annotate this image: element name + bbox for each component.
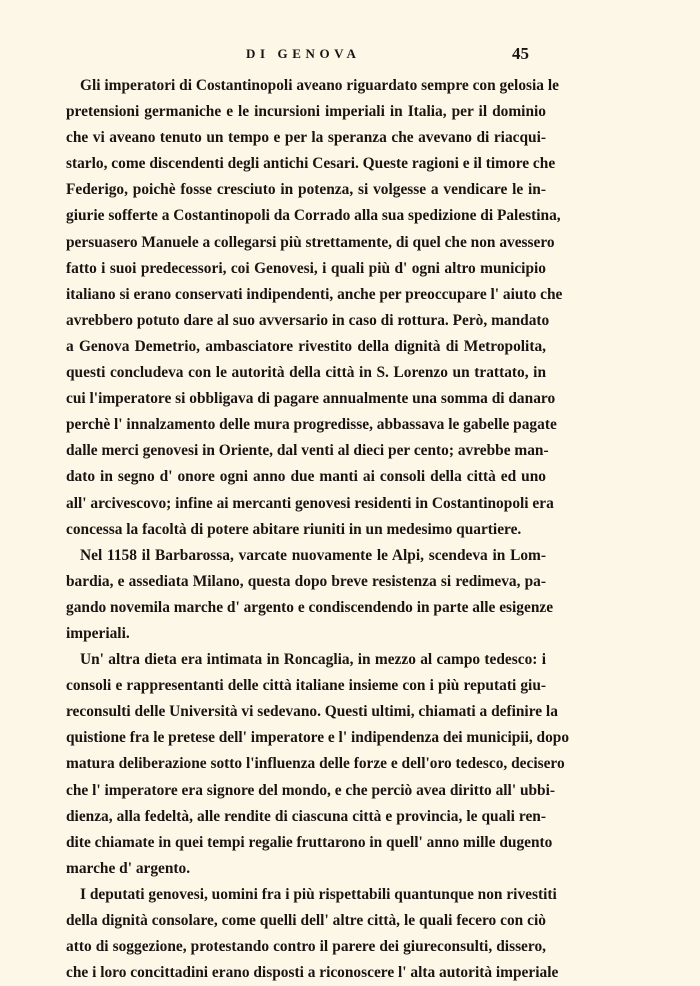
- text-line: che vi aveano tenuto un tempo e per la speranza che avevano di riacqui-: [66, 129, 546, 147]
- paragraph: [66, 882, 559, 986]
- text-line: a Genova Demetrio, ambasciatore rivestito della dignità di Metropolita,: [66, 337, 546, 355]
- text-line: fatto i suoi predecessori, coi Genovesi, i quali più d' ogni altro municipio: [66, 259, 546, 277]
- text-line: che l' imperatore era signore del mondo, e che perciò avea diritto all' ubbi-: [66, 781, 556, 799]
- text-line: dalle merci genovesi in Oriente, dal venti al dieci per cento; avrebbe man-: [66, 442, 549, 460]
- text-line: della dignità consolare, come quelli dell' altre città, le quali fecero con ciò: [66, 912, 546, 929]
- paragraph: [66, 647, 570, 882]
- paragraph: [66, 543, 554, 647]
- running-title: DI GENOVA: [246, 46, 361, 61]
- text-line: atto di soggezione, protestando contro il parere dei giureconsulti, dissero,: [66, 938, 546, 956]
- text-line: dite chiamate in quei tempi regalie fruttarono in quell' anno mille dugento: [66, 833, 553, 851]
- text-line: persuasero Manuele a collegarsi più strettamente, di quel che non avessero: [66, 233, 555, 251]
- text-line: Federigo, poichè fosse cresciuto in potenza, si volgesse a vendicare le in-: [66, 181, 546, 199]
- text-line: pretensioni germaniche e le incursioni imperiali in Italia, per il dominio: [66, 103, 546, 121]
- body-text: [66, 73, 570, 986]
- text-line: reconsulti delle Università vi sedevano. Questi ultimi, chiamati a definire la: [66, 703, 558, 721]
- text-line: I deputati genovesi, uomini fra i più rispettabili quantunque non rivestiti: [80, 885, 557, 903]
- text-line: consoli e rappresentanti delle città italiane insieme con i più reputati giu-: [66, 677, 546, 695]
- text-line: giurie sofferte a Costantinopoli da Corrado alla sua spedizione di Palestina,: [66, 207, 561, 225]
- text-line: concessa la facoltà di potere abitare riuniti in un medesimo quartiere.: [66, 520, 522, 538]
- text-line: quistione fra le pretese dell' imperatore e l' indipendenza dei municipii, dopo: [66, 729, 570, 747]
- text-line: dato in segno d' onore ogni anno due manti ai consoli della città ed uno: [66, 468, 546, 486]
- text-line: Gli imperatori di Costantinopoli aveano riguardato sempre con gelosia le: [80, 77, 559, 94]
- running-head: [0, 44, 700, 68]
- page-number: 45: [512, 44, 529, 63]
- text-line: italiano si erano conservati indipendenti, anche per preoccupare l' aiuto che: [66, 285, 563, 303]
- text-line: questi concludeva con le autorità della città in S. Lorenzo un trattato, in: [66, 364, 546, 382]
- text-line: all' arcivescovo; infine ai mercanti genovesi residenti in Costantinopoli era: [66, 494, 554, 512]
- text-line: marche d' argento.: [66, 859, 191, 877]
- text-line: bardia, e assediata Milano, questa dopo breve resistenza si redimeva, pa-: [66, 572, 546, 590]
- text-line: cui l'imperatore si obbligava di pagare annualmente una somma di danaro: [66, 390, 556, 408]
- text-line: gando novemila marche d' argento e condiscendendo in parte alle esigenze: [66, 598, 554, 616]
- text-line: Un' altra dieta era intimata in Roncaglia, in mezzo al campo tedesco: i: [80, 651, 546, 669]
- paragraph: [66, 73, 563, 543]
- text-line: starlo, come discendenti degli antichi Cesari. Queste ragioni e il timore che: [66, 155, 556, 173]
- text-line: avrebbero potuto dare al suo avversario in caso di rottura. Però, mandato: [66, 311, 550, 329]
- text-line: che i loro concittadini erano disposti a riconoscere l' alta autorità imperiale: [66, 964, 559, 982]
- text-line: dienza, alla fedeltà, alle rendite di ciascuna città e provincia, le quali ren-: [66, 807, 546, 825]
- text-line: matura deliberazione sotto l'influenza delle forze e dell'oro tedesco, decisero: [66, 755, 565, 773]
- text-line: Nel 1158 il Barbarossa, varcate nuovamente le Alpi, scendeva in Lom-: [80, 546, 546, 564]
- text-line: perchè l' innalzamento delle mura progredisse, abbassava le gabelle pagate: [66, 416, 557, 434]
- text-line: imperiali.: [66, 624, 130, 642]
